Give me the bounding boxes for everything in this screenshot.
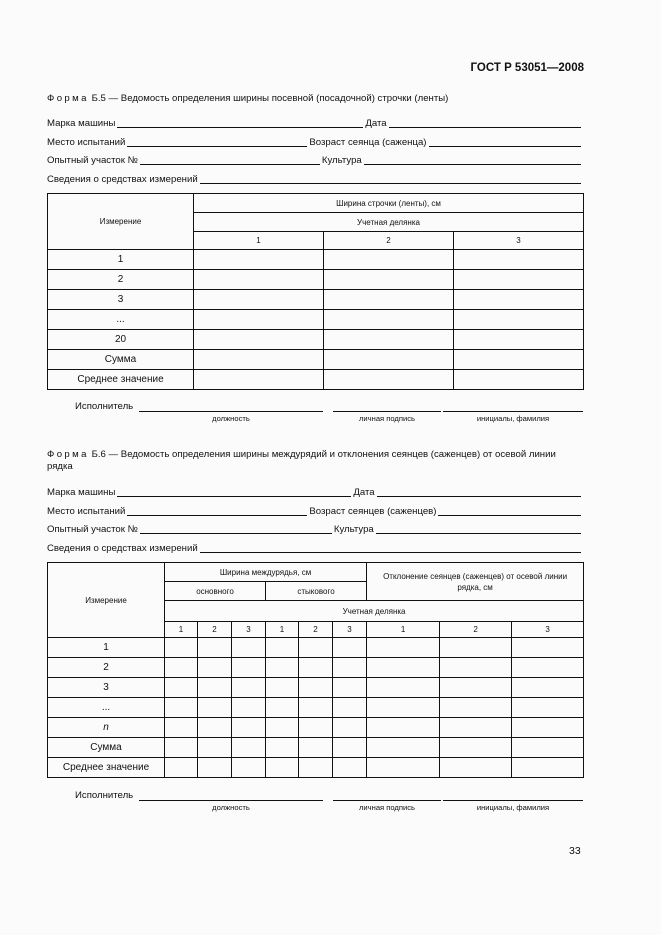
form6-plot-number: 3 <box>333 622 367 638</box>
form5-machine-line[interactable] <box>117 119 363 128</box>
table-cell[interactable] <box>165 718 198 738</box>
form6-position-line[interactable] <box>139 800 323 801</box>
table-cell[interactable] <box>198 758 232 778</box>
table-cell[interactable] <box>512 758 584 778</box>
form6-signature-line[interactable] <box>333 800 441 801</box>
table-cell[interactable] <box>266 658 299 678</box>
row-label: ... <box>48 698 165 718</box>
form5-name-caption: инициалы, фамилия <box>476 414 550 423</box>
table-row <box>48 718 584 738</box>
table-cell[interactable] <box>266 738 299 758</box>
table-cell[interactable] <box>454 330 584 350</box>
table-row <box>48 758 584 778</box>
table-cell[interactable] <box>440 698 512 718</box>
table-cell[interactable] <box>232 698 266 718</box>
row-label: ... <box>48 310 194 330</box>
table-row <box>48 738 584 758</box>
table-cell[interactable] <box>454 270 584 290</box>
form5-width-header: Ширина строчки (ленты), см <box>194 194 584 213</box>
table-cell[interactable] <box>512 738 584 758</box>
form6-crop-line[interactable] <box>376 525 581 534</box>
form5-age-line[interactable] <box>429 138 582 147</box>
form5-plot-number: 1 <box>194 232 324 250</box>
table-row <box>48 250 584 270</box>
form5-date-line[interactable] <box>389 119 581 128</box>
table-cell[interactable] <box>194 290 324 310</box>
form6-machine-line[interactable] <box>117 488 351 497</box>
form6-plot-number: 1 <box>165 622 198 638</box>
table-cell[interactable] <box>367 678 440 698</box>
table-cell[interactable] <box>232 678 266 698</box>
form6-age-label: Возраст сеянцев (саженцев) <box>309 506 437 517</box>
table-cell[interactable] <box>299 658 333 678</box>
table-cell[interactable] <box>512 718 584 738</box>
page-number: 33 <box>569 845 581 857</box>
table-cell[interactable] <box>367 758 440 778</box>
table-cell[interactable] <box>333 638 367 658</box>
table-cell[interactable] <box>333 658 367 678</box>
form6-deviation-header: Отклонение сеянцев (саженцев) от осевой линии рядка, см <box>367 563 584 601</box>
form5-plot-line[interactable] <box>140 156 320 165</box>
table-cell[interactable] <box>367 638 440 658</box>
table-cell[interactable] <box>367 698 440 718</box>
table-cell[interactable] <box>512 698 584 718</box>
table-cell[interactable] <box>232 638 266 658</box>
form6-plot-number: 1 <box>266 622 299 638</box>
form5-machine-row <box>47 116 583 130</box>
form5-plot-number: 3 <box>454 232 584 250</box>
form5-plot-label: Опытный участок № <box>47 155 138 166</box>
form6-row-width-header: Ширина междурядья, см <box>165 563 367 582</box>
table-cell[interactable] <box>454 290 584 310</box>
form6-plot-row <box>47 522 583 536</box>
table-cell[interactable] <box>198 698 232 718</box>
table-cell[interactable] <box>324 330 454 350</box>
row-label: 2 <box>48 658 165 678</box>
form6-title-text: Б.6 — Ведомость определения ширины междурядий и отклонения сеянцев (саженцев) от осевой линии рядка <box>47 449 556 472</box>
table-cell[interactable] <box>367 718 440 738</box>
table-cell[interactable] <box>194 310 324 330</box>
form5-place-row <box>47 135 583 149</box>
form6-plot-number: 2 <box>198 622 232 638</box>
form6-plot-label: Опытный участок № <box>47 524 138 535</box>
table-cell[interactable] <box>440 678 512 698</box>
form5-means-line[interactable] <box>200 175 581 184</box>
table-cell[interactable] <box>232 718 266 738</box>
table-cell[interactable] <box>194 270 324 290</box>
table-cell[interactable] <box>454 250 584 270</box>
form5-machine-label: Марка машины <box>47 118 116 129</box>
form5-position-caption: должность <box>212 414 250 423</box>
form5-means-label: Сведения о средствах измерений <box>47 174 198 185</box>
table-cell[interactable] <box>299 678 333 698</box>
table-cell[interactable] <box>165 738 198 758</box>
form6-place-line[interactable] <box>127 507 307 516</box>
table-cell[interactable] <box>324 350 454 370</box>
table-cell[interactable] <box>333 718 367 738</box>
form5-date-label: Дата <box>365 118 387 129</box>
form6-name-caption: инициалы, фамилия <box>476 803 550 812</box>
table-cell[interactable] <box>299 638 333 658</box>
form5-plot-number: 2 <box>324 232 454 250</box>
table-cell[interactable] <box>194 350 324 370</box>
table-cell[interactable] <box>440 718 512 738</box>
form5-crop-line[interactable] <box>364 156 581 165</box>
form5-name-line[interactable] <box>443 411 583 412</box>
table-cell[interactable] <box>194 330 324 350</box>
table-row <box>48 638 584 658</box>
table-row <box>48 370 584 390</box>
table-cell[interactable] <box>266 678 299 698</box>
form6-machine-label: Марка машины <box>47 487 116 498</box>
table-row <box>48 330 584 350</box>
form5-signature-line[interactable] <box>333 411 441 412</box>
table-cell[interactable] <box>367 658 440 678</box>
table-cell[interactable] <box>266 718 299 738</box>
form6-executor-label: Исполнитель <box>75 790 134 801</box>
table-cell[interactable] <box>266 638 299 658</box>
table-row <box>48 350 584 370</box>
table-cell[interactable] <box>333 698 367 718</box>
form6-plot-number: 2 <box>440 622 512 638</box>
table-cell[interactable] <box>512 678 584 698</box>
form5-signature-caption: личная подпись <box>359 414 415 423</box>
form6-date-label: Дата <box>353 487 375 498</box>
table-cell[interactable] <box>232 738 266 758</box>
form6-date-line[interactable] <box>377 488 581 497</box>
form5-table <box>47 193 584 390</box>
form6-position-caption: должность <box>212 803 250 812</box>
table-cell[interactable] <box>333 738 367 758</box>
row-label: 2 <box>48 270 194 290</box>
table-row <box>48 310 584 330</box>
form6-machine-row <box>47 485 583 499</box>
table-cell[interactable] <box>324 270 454 290</box>
form5-place-line[interactable] <box>127 138 307 147</box>
table-cell[interactable] <box>198 718 232 738</box>
table-cell[interactable] <box>266 698 299 718</box>
row-label: 1 <box>48 250 194 270</box>
form6-plot-line[interactable] <box>140 525 332 534</box>
form5-age-label: Возраст сеянца (саженца) <box>309 137 427 148</box>
table-cell[interactable] <box>299 718 333 738</box>
form6-plot-number: 2 <box>299 622 333 638</box>
table-row <box>48 658 584 678</box>
table-cell[interactable] <box>367 738 440 758</box>
table-cell[interactable] <box>165 638 198 658</box>
table-cell[interactable] <box>165 678 198 698</box>
table-row <box>48 678 584 698</box>
form6-plot-number: 1 <box>367 622 440 638</box>
row-label: n <box>48 718 165 738</box>
form6-title-prefix: Форма <box>47 449 89 460</box>
form6-executor <box>75 790 583 816</box>
table-cell[interactable] <box>198 678 232 698</box>
table-cell[interactable] <box>194 370 324 390</box>
form5-plot-row <box>47 153 583 167</box>
table-cell[interactable] <box>454 310 584 330</box>
table-cell[interactable] <box>324 310 454 330</box>
form5-means-row <box>47 172 583 186</box>
form6-crop-label: Культура <box>333 524 374 535</box>
table-cell[interactable] <box>198 638 232 658</box>
form6-joint-header: стыкового <box>266 582 367 601</box>
table-row <box>48 290 584 310</box>
form6-plot-number: 3 <box>232 622 266 638</box>
form6-table <box>47 562 584 778</box>
row-label: 3 <box>48 290 194 310</box>
form6-main-header: основного <box>165 582 266 601</box>
form6-signature-caption: личная подпись <box>359 803 415 812</box>
form5-executor-label: Исполнитель <box>75 401 134 412</box>
table-row <box>48 698 584 718</box>
form6-means-row <box>47 541 583 555</box>
table-cell[interactable] <box>440 738 512 758</box>
form6-name-line[interactable] <box>443 800 583 801</box>
table-cell[interactable] <box>165 698 198 718</box>
form5-position-line[interactable] <box>139 411 323 412</box>
form5-title-text: Б.5 — Ведомость определения ширины посевной (посадочной) строчки (ленты) <box>88 93 449 104</box>
table-cell[interactable] <box>333 758 367 778</box>
form5-title-prefix: Форма <box>47 93 89 104</box>
table-cell[interactable] <box>266 758 299 778</box>
table-cell[interactable] <box>324 370 454 390</box>
form5-measure-header: Измерение <box>48 194 194 250</box>
table-cell[interactable] <box>454 350 584 370</box>
table-cell[interactable] <box>333 678 367 698</box>
row-label: 3 <box>48 678 165 698</box>
table-cell[interactable] <box>324 250 454 270</box>
row-label: Сумма <box>48 350 194 370</box>
form6-age-line[interactable] <box>438 507 581 516</box>
table-cell[interactable] <box>454 370 584 390</box>
table-cell[interactable] <box>440 658 512 678</box>
row-label: Среднее значение <box>48 758 165 778</box>
form6-place-row <box>47 504 583 518</box>
form5-title <box>47 93 448 104</box>
table-cell[interactable] <box>198 658 232 678</box>
form5-place-label: Место испытаний <box>47 137 126 148</box>
form6-measure-header: Измерение <box>48 563 165 638</box>
standard-number: ГОСТ Р 53051—2008 <box>470 62 584 74</box>
form6-means-label: Сведения о средствах измерений <box>47 543 198 554</box>
table-cell[interactable] <box>299 738 333 758</box>
form5-crop-label: Культура <box>321 155 362 166</box>
form6-means-line[interactable] <box>200 544 581 553</box>
row-label: Сумма <box>48 738 165 758</box>
form6-place-label: Место испытаний <box>47 506 126 517</box>
table-cell[interactable] <box>299 698 333 718</box>
form6-plot-header: Учетная делянка <box>165 601 584 622</box>
form6-title <box>47 449 583 473</box>
row-label: 1 <box>48 638 165 658</box>
table-row <box>48 270 584 290</box>
table-cell[interactable] <box>194 250 324 270</box>
table-cell[interactable] <box>165 758 198 778</box>
table-cell[interactable] <box>512 638 584 658</box>
table-cell[interactable] <box>232 758 266 778</box>
form6-plot-number: 3 <box>512 622 584 638</box>
table-cell[interactable] <box>198 738 232 758</box>
table-cell[interactable] <box>165 658 198 678</box>
table-cell[interactable] <box>324 290 454 310</box>
row-label: 20 <box>48 330 194 350</box>
table-cell[interactable] <box>299 758 333 778</box>
table-cell[interactable] <box>232 658 266 678</box>
table-cell[interactable] <box>440 758 512 778</box>
form5-executor <box>75 401 583 427</box>
form5-plot-header: Учетная делянка <box>194 213 584 232</box>
table-cell[interactable] <box>512 658 584 678</box>
row-label: Среднее значение <box>48 370 194 390</box>
table-cell[interactable] <box>440 638 512 658</box>
